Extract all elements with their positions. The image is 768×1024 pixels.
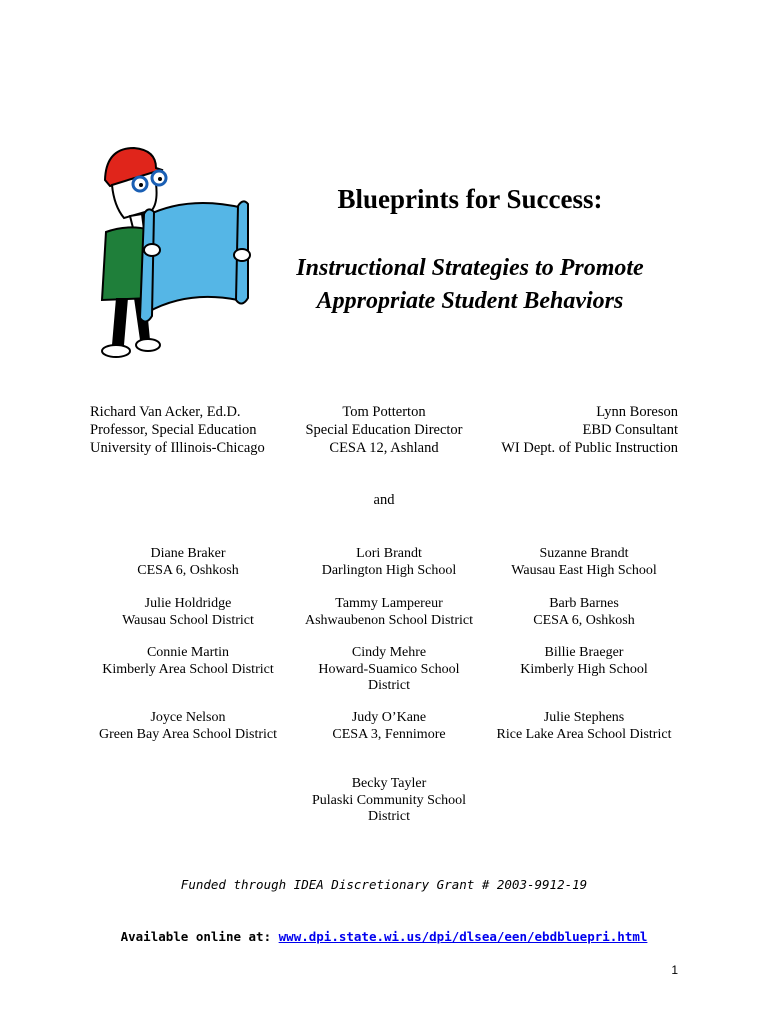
contributor-org: Green Bay Area School District	[98, 726, 278, 742]
author-role: Professor, Special Education	[90, 422, 257, 438]
available-online	[0, 929, 768, 944]
contributor-name: Judy O’Kane	[351, 710, 427, 725]
contributor-org: CESA 6, Oshkosh	[137, 562, 239, 578]
contributor-org: District	[368, 678, 410, 693]
author-potterton	[284, 403, 484, 457]
blueprint-reader-illustration	[88, 140, 258, 365]
author-role: Special Education Director	[305, 422, 463, 438]
subtitle	[250, 252, 690, 318]
author-org: WI Dept. of Public Instruction	[501, 440, 678, 456]
contributor-name: Julie Holdridge	[144, 596, 232, 611]
contributor	[279, 645, 499, 695]
author-org: University of Illinois-Chicago	[90, 440, 265, 456]
author-role: EBD Consultant	[582, 422, 678, 438]
author-van-acker	[90, 403, 290, 457]
author-name: Richard Van Acker, Ed.D.	[90, 404, 241, 420]
contributor-name: Suzanne Brandt	[539, 546, 629, 561]
contributor-org: Kimberly High School	[520, 661, 648, 677]
subtitle-line-2: Appropriate Student Behaviors	[316, 288, 624, 314]
contributor-org: District	[368, 809, 410, 824]
contributor	[279, 546, 499, 579]
page-number: 1	[671, 963, 678, 977]
contributor	[78, 645, 298, 678]
available-label: Available online at:	[120, 929, 272, 944]
author-boreson	[478, 403, 678, 457]
contributor	[78, 710, 298, 743]
contributor-name: Becky Tayler	[351, 776, 427, 791]
contributor-org: Rice Lake Area School District	[496, 726, 672, 742]
contributor	[279, 596, 499, 629]
online-url-link[interactable]: www.dpi.state.wi.us/dpi/dlsea/een/ebdbluepri.html	[278, 929, 648, 944]
contributor-name: Connie Martin	[146, 645, 230, 660]
contributor	[474, 645, 694, 678]
contributor	[78, 596, 298, 629]
contributor-org: Howard-Suamico School	[318, 661, 460, 677]
author-name: Lynn Boreson	[596, 404, 678, 420]
author-name: Tom Potterton	[342, 404, 426, 420]
contributor-name: Julie Stephens	[543, 710, 625, 725]
page-title: Blueprints for Success:	[337, 184, 603, 214]
contributor-name: Billie Braeger	[544, 645, 624, 660]
and-separator: and	[373, 492, 395, 508]
subtitle-line-1: Instructional Strategies to Promote	[296, 255, 644, 281]
contributor	[474, 596, 694, 629]
contributor-org: Pulaski Community School	[311, 792, 466, 808]
contributor-org: Darlington High School	[321, 562, 457, 578]
contributor-org: CESA 3, Fennimore	[332, 726, 446, 742]
contributor	[279, 776, 499, 826]
contributor-name: Tammy Lampereur	[335, 596, 443, 611]
contributor-org: Ashwaubenon School District	[305, 612, 473, 628]
contributor-name: Barb Barnes	[549, 596, 619, 611]
contributor-org: CESA 6, Oshkosh	[533, 612, 635, 628]
author-org: CESA 12, Ashland	[329, 440, 439, 456]
contributor	[78, 546, 298, 579]
blueprint-sheet-icon	[146, 203, 243, 312]
contributor-org: Wausau School District	[122, 612, 254, 628]
contributor-name: Joyce Nelson	[150, 710, 226, 725]
contributor	[474, 710, 694, 743]
contributor-org: Kimberly Area School District	[102, 661, 274, 677]
funding-note: Funded through IDEA Discretionary Grant # 2003-9912-19	[180, 877, 588, 892]
contributor-name: Diane Braker	[150, 546, 226, 561]
contributor	[279, 710, 499, 743]
contributor	[474, 546, 694, 579]
contributor-name: Cindy Mehre	[351, 645, 427, 660]
contributor-org: Wausau East High School	[511, 562, 657, 578]
contributor-name: Lori Brandt	[356, 546, 422, 561]
